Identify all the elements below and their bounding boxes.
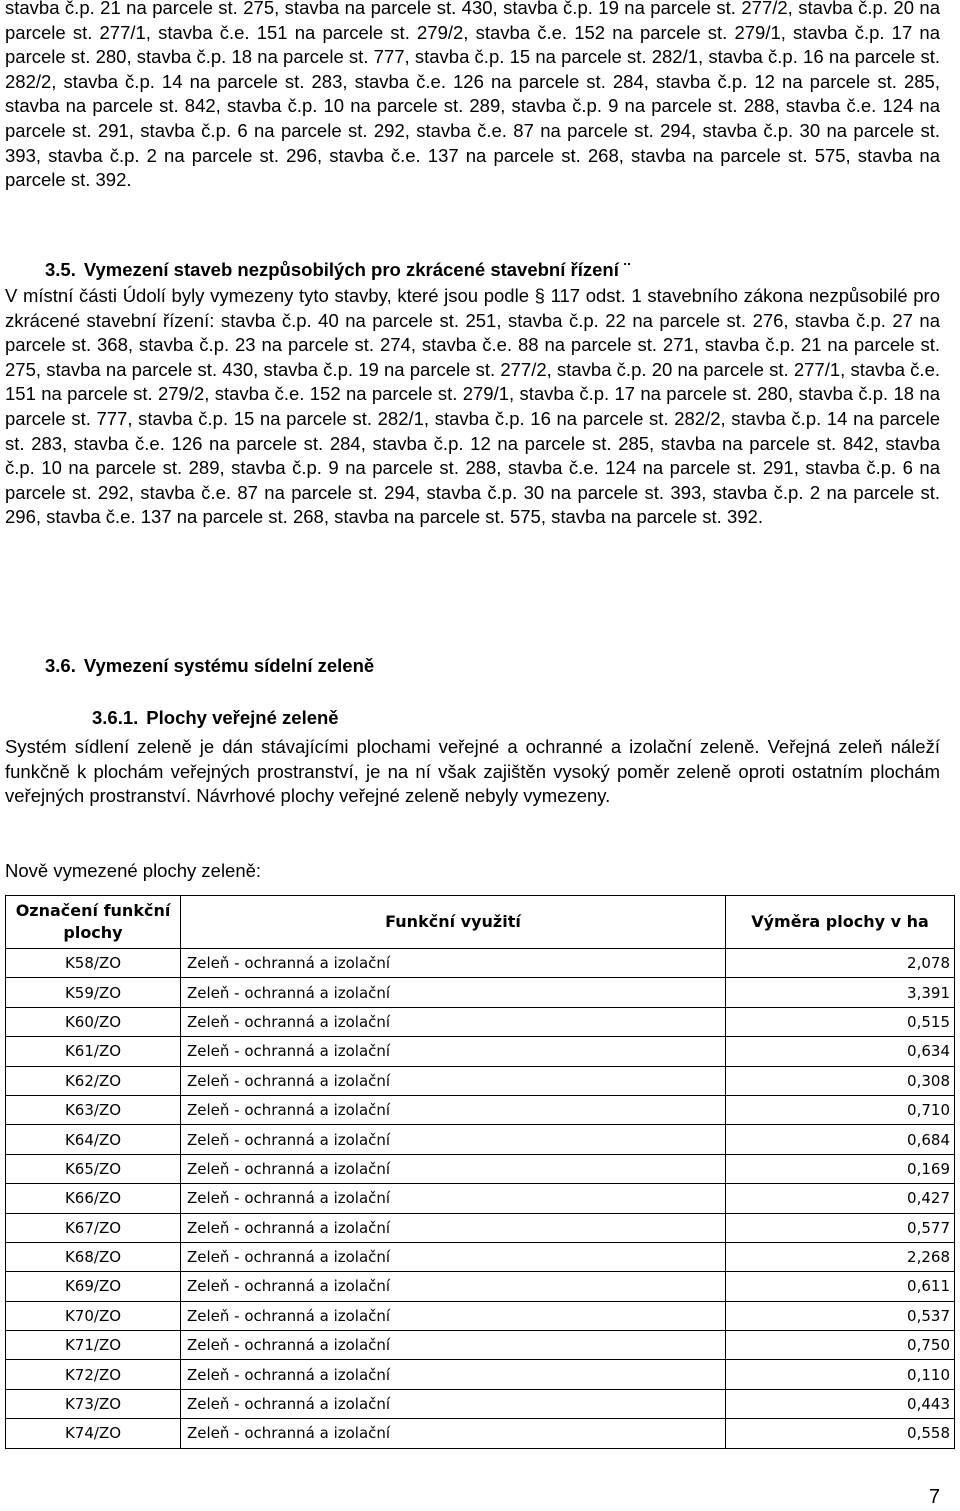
area-size-cell: 2,078 (726, 949, 955, 978)
area-size-cell: 0,537 (726, 1301, 955, 1330)
area-size-cell: 0,443 (726, 1389, 955, 1418)
area-code-cell: K64/ZO (6, 1125, 181, 1154)
table-row (6, 1007, 955, 1036)
header-area: Výměra plochy v ha (726, 896, 955, 949)
area-size-cell: 0,427 (726, 1184, 955, 1213)
section-3-6-heading (45, 654, 374, 678)
area-use-cell: Zeleň - ochranná a izolační (181, 1419, 726, 1448)
area-use-cell: Zeleň - ochranná a izolační (181, 1272, 726, 1301)
area-use-cell: Zeleň - ochranná a izolační (181, 1389, 726, 1418)
section-title: Vymezení systému sídelní zeleně (83, 655, 375, 676)
section-number: 3.5. (45, 259, 76, 280)
area-code-cell: K72/ZO (6, 1360, 181, 1389)
section-3-5-text: V místní části Údolí byly vymezeny tyto stavby, které jsou podle § 117 odst. 1 stavebního zákona nezpůsobilé pro zkrácené stavební řízení: stavba č.p. 40 na parcele st. 251, stavba č.p. 22 na parcele st. 276, stavba č.p. 27 na parcele st. 368, stavba č.p. 23 na parcele st. 274, stavba č.e. 88 na parcele st. 271, stavba č.p. 21 na parcele st. 275, stavba na parcele st. 430, stavba č.p. 19 na parcele st. 277/2, stavba č.p. 20 na parcele st. 277/1, stavba č.e. 151 na parcele st. 279/2, stavba č.e. 152 na parcele st. 279/1, stavba č.p. 17 na parcele st. 280, stavba č.p. 18 na parcele st. 777, stavba č.p. 15 na parcele st. 282/1, stavba č.p. 16 na parcele st. 282/2, stavba č.p. 14 na parcele st. 283, stavba č.e. 126 na parcele st. 284, stavba č.p. 12 na parcele st. 285, stavba na parcele st. 842, stavba č.p. 10 na parcele st. 289, stavba č.p. 9 na parcele st. 288, stavba č.e. 124 na parcele st. 291, stavba č.p. 6 na parcele st. 292, stavba č.e. 87 na parcele st. 294, stavba č.p. 30 na parcele st. 393, stavba č.p. 2 na parcele st. 296, stavba č.e. 137 na parcele st. 268, stavba na parcele st. 575, stavba na parcele st. 392. (5, 285, 940, 528)
section-title: Vymezení staveb nezpůsobilých pro zkrácené stavební řízení ¨ (83, 259, 631, 280)
area-use-cell: Zeleň - ochranná a izolační (181, 1242, 726, 1271)
area-use-cell: Zeleň - ochranná a izolační (181, 1125, 726, 1154)
area-size-cell: 0,684 (726, 1125, 955, 1154)
area-code-cell: K58/ZO (6, 949, 181, 978)
area-use-cell: Zeleň - ochranná a izolační (181, 1331, 726, 1360)
table-row (6, 1242, 955, 1271)
area-use-cell: Zeleň - ochranná a izolační (181, 1007, 726, 1036)
table-row (6, 1272, 955, 1301)
paragraph-top: stavba č.p. 21 na parcele st. 275, stavba na parcele st. 430, stavba č.p. 19 na parcele st. 277/2, stavba č.p. 20 na parcele st. 277/1, stavba č.e. 151 na parcele st. 279/2, stavba č.e. 152 na parcele st. 279/1, stavba č.p. 17 na parcele st. 280, stavba č.p. 18 na parcele st. 777, stavba č.p. 15 na parcele st. 282/1, stavba č.p. 16 na parcele st. 282/2, stavba č.p. 14 na parcele st. 283, stavba č.e. 126 na parcele st. 284, stavba č.p. 12 na parcele st. 285, stavba na parcele st. 842, stavba č.p. 10 na parcele st. 289, stavba č.p. 9 na parcele st. 288, stavba č.e. 124 na parcele st. 291, stavba č.p. 6 na parcele st. 292, stavba č.e. 87 na parcele st. 294, stavba č.p. 30 na parcele st. 393, stavba č.p. 2 na parcele st. 296, stavba č.e. 137 na parcele st. 268, stavba na parcele st. 575, stavba na parcele st. 392. (5, 0, 940, 191)
area-use-cell: Zeleň - ochranná a izolační (181, 1095, 726, 1124)
area-use-cell: Zeleň - ochranná a izolační (181, 1360, 726, 1389)
area-use-cell: Zeleň - ochranná a izolační (181, 978, 726, 1007)
area-code-cell: K67/ZO (6, 1213, 181, 1242)
table-row (6, 1154, 955, 1183)
area-code-cell: K59/ZO (6, 978, 181, 1007)
area-use-cell: Zeleň - ochranná a izolační (181, 949, 726, 978)
table-row (6, 1066, 955, 1095)
table-header-row (6, 896, 955, 949)
area-use-cell: Zeleň - ochranná a izolační (181, 1037, 726, 1066)
table-body (6, 949, 955, 1449)
table-row (6, 1419, 955, 1448)
table-caption: Nově vymezené plochy zeleně: (5, 860, 262, 881)
table-row (6, 1331, 955, 1360)
table-row (6, 1360, 955, 1389)
area-code-cell: K60/ZO (6, 1007, 181, 1036)
area-size-cell: 0,515 (726, 1007, 955, 1036)
area-size-cell: 0,308 (726, 1066, 955, 1095)
area-code-cell: K71/ZO (6, 1331, 181, 1360)
table-row (6, 1389, 955, 1418)
area-use-cell: Zeleň - ochranná a izolační (181, 1184, 726, 1213)
table-row (6, 1125, 955, 1154)
area-size-cell: 3,391 (726, 978, 955, 1007)
page-number: 7 (928, 1486, 940, 1508)
area-size-cell: 0,558 (726, 1419, 955, 1448)
section-title: Plochy veřejné zeleně (146, 707, 339, 728)
table-row (6, 1184, 955, 1213)
table-row (6, 1095, 955, 1124)
area-code-cell: K69/ZO (6, 1272, 181, 1301)
area-code-cell: K61/ZO (6, 1037, 181, 1066)
green-areas-table (5, 895, 955, 1449)
table-row (6, 978, 955, 1007)
area-size-cell: 0,634 (726, 1037, 955, 1066)
area-code-cell: K63/ZO (6, 1095, 181, 1124)
area-size-cell: 2,268 (726, 1242, 955, 1271)
area-code-cell: K68/ZO (6, 1242, 181, 1271)
header-use: Funkční využití (181, 896, 726, 949)
area-code-cell: K65/ZO (6, 1154, 181, 1183)
section-3-6-1-text: Systém sídlení zeleně je dán stávajícími plochami veřejné a ochranné a izolační zeleně. Veřejná zeleň náleží funkčně k plochám veřejných prostranství, je na ní však zajištěn vysoký poměr zeleně oproti ostatním plochám veřejných prostranství. Návrhové plochy veřejné zeleně nebyly vymezeny. (5, 736, 940, 807)
header-code: Označení funkční plochy (6, 896, 181, 949)
section-3-5-heading (45, 258, 630, 282)
area-size-cell: 0,110 (726, 1360, 955, 1389)
area-code-cell: K62/ZO (6, 1066, 181, 1095)
area-code-cell: K73/ZO (6, 1389, 181, 1418)
area-size-cell: 0,750 (726, 1331, 955, 1360)
area-size-cell: 0,611 (726, 1272, 955, 1301)
area-use-cell: Zeleň - ochranná a izolační (181, 1154, 726, 1183)
area-code-cell: K74/ZO (6, 1419, 181, 1448)
area-size-cell: 0,577 (726, 1213, 955, 1242)
area-code-cell: K66/ZO (6, 1184, 181, 1213)
section-3-6-1-heading (92, 706, 339, 730)
area-size-cell: 0,169 (726, 1154, 955, 1183)
table-row (6, 1213, 955, 1242)
area-use-cell: Zeleň - ochranná a izolační (181, 1301, 726, 1330)
table-row (6, 1301, 955, 1330)
area-size-cell: 0,710 (726, 1095, 955, 1124)
table-row (6, 949, 955, 978)
section-number: 3.6. (45, 655, 76, 676)
table-row (6, 1037, 955, 1066)
section-number: 3.6.1. (92, 707, 139, 728)
area-code-cell: K70/ZO (6, 1301, 181, 1330)
area-use-cell: Zeleň - ochranná a izolační (181, 1213, 726, 1242)
area-use-cell: Zeleň - ochranná a izolační (181, 1066, 726, 1095)
